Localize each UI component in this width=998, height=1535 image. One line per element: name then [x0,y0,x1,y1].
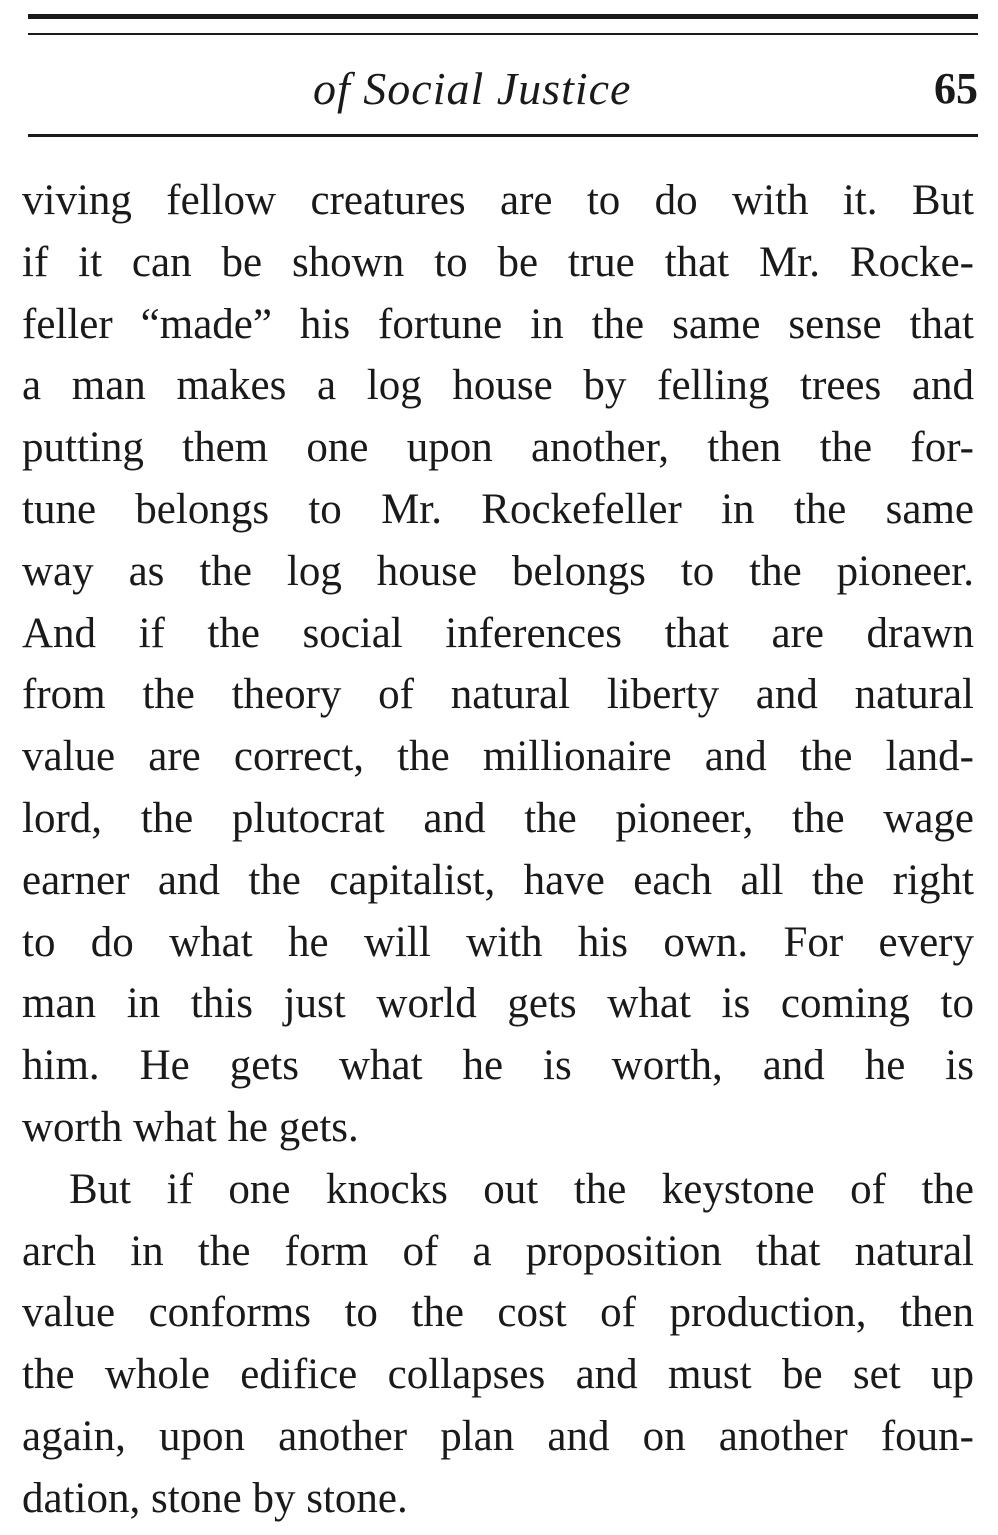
running-title: of Social Justice [313,63,632,114]
text-line: if it can be shown to be true that Mr. Rocke- [22,238,974,286]
text-line: lord, the plutocrat and the pioneer, the wage [22,794,974,842]
text-line: arch in the form of a proposition that natural [22,1227,974,1275]
text-line: viving fellow creatures are to do with it. But [22,177,974,224]
running-head [28,56,978,126]
page-number: 65 [934,64,978,113]
text-line: But if one knocks out the keystone of the [69,1165,974,1213]
text-line: a man makes a log house by felling trees and [22,362,974,410]
text-line: tune belongs to Mr. Rockefeller in the same [22,485,974,533]
text-line: man in this just world gets what is coming to [22,980,974,1028]
text-line: from the theory of natural liberty and natural [22,671,974,719]
text-line: earner and the capitalist, have each all the right [22,856,974,904]
top-thin-rule [28,33,978,35]
header-underline-rule [28,134,978,137]
text-line: worth what he gets. [22,1103,359,1151]
text-line: again, upon another plan and on another foun- [22,1412,974,1460]
text-line: feller “made” his fortune in the same sense that [22,300,974,348]
top-thick-rule [28,14,978,19]
text-line: dation, stone by stone. [22,1474,408,1522]
text-line: the whole edifice collapses and must be set up [22,1351,974,1399]
text-line: value conforms to the cost of production, then [22,1289,974,1337]
text-line: putting them one upon another, then the for- [22,424,974,472]
text-line: him. He gets what he is worth, and he is [22,1042,974,1090]
text-line: to do what he will with his own. For every [22,918,974,966]
text-line: value are correct, the millionaire and the land- [22,733,974,781]
paragraph-1 [22,170,974,1159]
paragraph-2 [22,1159,974,1530]
body-text [22,170,974,1530]
text-line: way as the log house belongs to the pioneer. [22,547,974,595]
text-line: And if the social inferences that are drawn [22,609,974,657]
